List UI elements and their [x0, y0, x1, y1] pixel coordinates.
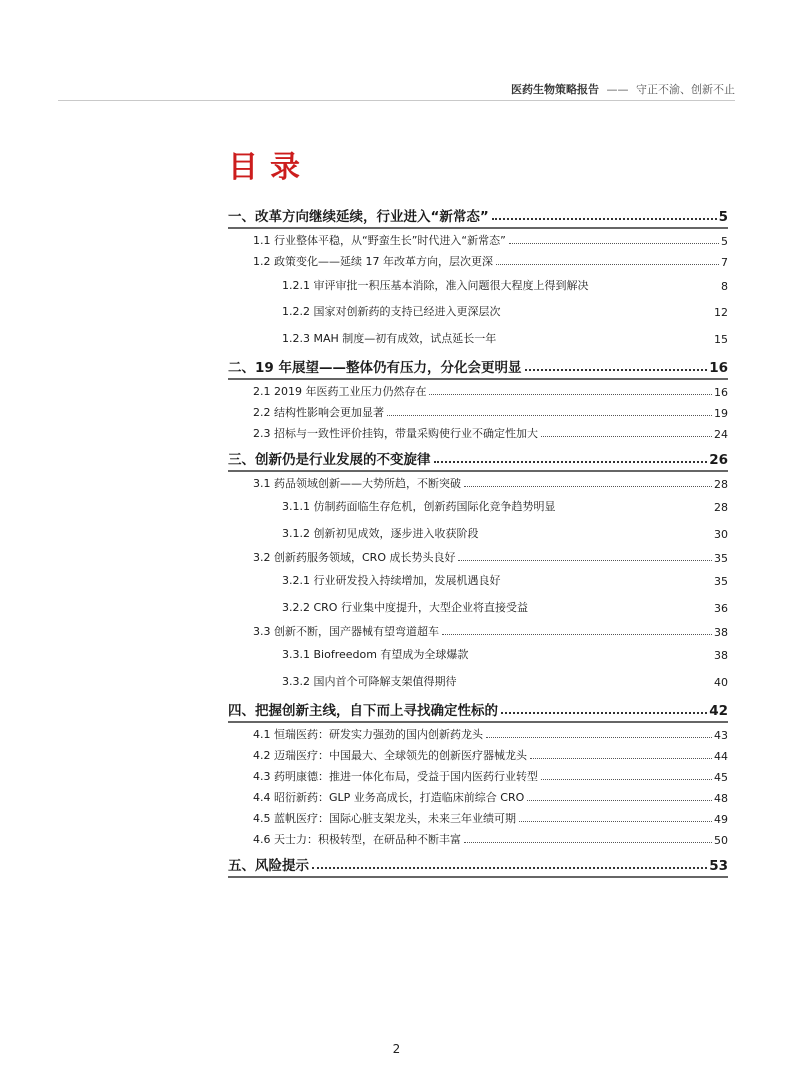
toc-entry-page[interactable]: 44 — [714, 749, 728, 763]
toc-entry-title[interactable]: 3.1 药品领域创新——大势所趋，不断突破 — [253, 476, 461, 490]
toc-entry-level-3[interactable] — [228, 493, 728, 520]
toc-entry-page[interactable]: 26 — [709, 451, 728, 468]
toc-entry-level-2[interactable] — [228, 723, 728, 744]
toc-entry-page[interactable]: 19 — [714, 406, 728, 420]
toc-entry-title[interactable]: 3.3 创新不断，国产器械有望弯道超车 — [253, 624, 439, 638]
toc-entry-title[interactable]: 四、把握创新主线，自下而上寻找确定性标的 — [228, 702, 498, 719]
toc-dot-leader — [486, 737, 712, 738]
toc-entry-level-3[interactable] — [228, 641, 728, 668]
toc-entry-level-2[interactable] — [228, 620, 728, 641]
toc-entry-title[interactable]: 五、风险提示 — [228, 857, 309, 874]
toc-entry-level-2[interactable] — [228, 250, 728, 271]
toc-entry-page[interactable]: 7 — [721, 256, 728, 269]
toc-entry-level-2[interactable] — [228, 786, 728, 807]
toc-dot-leader — [525, 369, 708, 371]
toc-entry-level-2[interactable] — [228, 401, 728, 422]
page-header — [511, 81, 735, 97]
toc-entry-title[interactable]: 1.1 行业整体平稳，从“野蛮生长”时代进入“新常态” — [253, 234, 506, 247]
toc-entry-page[interactable]: 53 — [709, 857, 728, 874]
toc-entry-page[interactable]: 5 — [718, 209, 728, 225]
toc-dot-leader — [492, 218, 717, 220]
toc-entry-level-2[interactable] — [228, 765, 728, 786]
toc-dot-leader — [530, 758, 712, 759]
toc-entry-title[interactable]: 3.2.2 CRO 行业集中度提升，大型企业将直接受益 — [282, 600, 528, 614]
toc-entry-level-2[interactable] — [228, 828, 728, 849]
toc-entry-title[interactable]: 4.1 恒瑞医药：研发实力强劲的国内创新药龙头 — [253, 727, 483, 741]
toc-entry-title[interactable]: 2.1 2019 年医药工业压力仍然存在 — [253, 384, 427, 398]
toc-entry-title[interactable]: 3.2.1 行业研发投入持续增加，发展机遇良好 — [282, 574, 501, 587]
toc-dot-leader — [464, 842, 712, 843]
toc-entry-title[interactable]: 2.3 招标与一致性评价挂钩，带量采购使行业不确定性加大 — [253, 426, 538, 440]
toc-entry-title[interactable]: 4.6 天士力：积极转型，在研品种不断丰富 — [253, 832, 461, 846]
toc-entry-page[interactable]: 5 — [721, 235, 728, 248]
toc-entry-level-3[interactable] — [228, 593, 728, 620]
toc-entry-level-1[interactable] — [228, 443, 728, 472]
toc-entry-page[interactable]: 40 — [714, 675, 728, 689]
toc-dot-leader — [442, 634, 712, 635]
table-of-contents — [228, 200, 728, 878]
toc-entry-page[interactable]: 49 — [714, 812, 728, 826]
toc-entry-title[interactable]: 1.2.2 国家对创新药的支持已经进入更深层次 — [282, 305, 501, 318]
toc-dot-leader — [541, 436, 712, 437]
toc-entry-page[interactable]: 16 — [709, 359, 728, 376]
toc-entry-level-2[interactable] — [228, 744, 728, 765]
toc-dot-leader — [429, 394, 712, 395]
toc-dot-leader — [509, 243, 719, 244]
report-tagline: 守正不渝、创新不止 — [636, 83, 735, 96]
toc-entry-title[interactable]: 一、改革方向继续延续，行业进入“新常态” — [228, 209, 489, 225]
toc-entry-title[interactable]: 4.4 昭衍新药：GLP 业务高成长，打造临床前综合 CRO — [253, 790, 525, 804]
toc-dot-leader — [527, 800, 712, 801]
toc-entry-level-1[interactable] — [228, 849, 728, 878]
toc-entry-title[interactable]: 3.3.1 Biofreedom 有望成为全球爆款 — [282, 648, 469, 661]
toc-entry-page[interactable]: 8 — [721, 279, 728, 293]
toc-entry-page[interactable]: 38 — [714, 625, 728, 639]
toc-entry-title[interactable]: 1.2.1 审评审批一积压基本消除，准入问题很大程度上得到解决 — [282, 278, 589, 292]
toc-entry-title[interactable]: 3.1.2 创新初见成效，逐步进入收获阶段 — [282, 526, 479, 540]
header-divider — [58, 100, 735, 101]
page-number: 2 — [392, 1042, 401, 1056]
page-title: 目录 — [228, 150, 312, 185]
toc-entry-title[interactable]: 3.2 创新药服务领域，CRO 成长势头良好 — [253, 550, 456, 564]
toc-dot-leader — [519, 821, 712, 822]
toc-entry-level-1[interactable] — [228, 200, 728, 229]
toc-entry-page[interactable]: 28 — [714, 501, 728, 514]
toc-entry-page[interactable]: 30 — [714, 527, 728, 541]
toc-entry-title[interactable]: 2.2 结构性影响会更加显著 — [253, 405, 384, 419]
toc-entry-title[interactable]: 4.5 蓝帆医疗：国际心脏支架龙头，未来三年业绩可期 — [253, 811, 516, 825]
toc-entry-page[interactable]: 38 — [714, 649, 728, 662]
toc-entry-page[interactable]: 45 — [714, 770, 728, 784]
toc-entry-title[interactable]: 3.1.1 仿制药面临生存危机，创新药国际化竞争趋势明显 — [282, 500, 556, 513]
toc-entry-level-2[interactable] — [228, 422, 728, 443]
toc-entry-page[interactable]: 42 — [709, 702, 728, 719]
toc-entry-page[interactable]: 15 — [714, 332, 728, 346]
toc-entry-level-3[interactable] — [228, 298, 728, 325]
toc-entry-title[interactable]: 3.3.2 国内首个可降解支架值得期待 — [282, 674, 457, 688]
toc-entry-title[interactable]: 4.3 药明康德：推进一体化布局，受益于国内医药行业转型 — [253, 769, 538, 783]
toc-entry-page[interactable]: 43 — [714, 728, 728, 742]
toc-entry-page[interactable]: 50 — [714, 833, 728, 847]
toc-entry-page[interactable]: 35 — [714, 575, 728, 588]
toc-entry-level-2[interactable] — [228, 546, 728, 567]
toc-entry-title[interactable]: 1.2 政策变化——延续 17 年改革方向，层次更深 — [253, 255, 493, 268]
toc-dot-leader — [312, 867, 707, 869]
toc-dot-leader — [458, 560, 712, 561]
toc-entry-level-3[interactable] — [228, 324, 728, 351]
toc-entry-page[interactable]: 48 — [714, 791, 728, 805]
toc-entry-level-3[interactable] — [228, 567, 728, 594]
toc-entry-level-3[interactable] — [228, 519, 728, 546]
toc-dot-leader — [541, 779, 712, 780]
report-name: 医药生物策略报告 — [511, 83, 599, 96]
toc-entry-level-2[interactable] — [228, 380, 728, 401]
toc-entry-title[interactable]: 4.2 迈瑞医疗：中国最大、全球领先的创新医疗器械龙头 — [253, 748, 527, 762]
toc-entry-title[interactable]: 二、19 年展望——整体仍有压力，分化会更明显 — [228, 359, 522, 376]
toc-entry-level-1[interactable] — [228, 351, 728, 380]
toc-entry-title[interactable]: 三、创新仍是行业发展的不变旋律 — [228, 451, 431, 468]
toc-entry-page[interactable]: 28 — [714, 477, 728, 491]
toc-entry-page[interactable]: 16 — [714, 385, 728, 399]
toc-entry-level-3[interactable] — [228, 271, 728, 298]
toc-dot-leader — [434, 461, 708, 463]
toc-entry-page[interactable]: 35 — [714, 551, 728, 565]
toc-entry-page[interactable]: 36 — [714, 601, 728, 615]
toc-entry-level-1[interactable] — [228, 694, 728, 723]
toc-dot-leader — [496, 264, 719, 265]
header-separator: —— — [606, 83, 629, 96]
toc-dot-leader — [464, 486, 712, 487]
toc-entry-level-2[interactable] — [228, 807, 728, 828]
toc-entry-page[interactable]: 12 — [714, 306, 728, 319]
toc-entry-page[interactable]: 24 — [714, 427, 728, 441]
toc-entry-level-2[interactable] — [228, 472, 728, 493]
toc-entry-level-2[interactable] — [228, 229, 728, 250]
toc-entry-level-3[interactable] — [228, 667, 728, 694]
toc-dot-leader — [501, 712, 707, 714]
toc-entry-title[interactable]: 1.2.3 MAH 制度—初有成效，试点延长一年 — [282, 331, 497, 345]
toc-dot-leader — [387, 415, 712, 416]
